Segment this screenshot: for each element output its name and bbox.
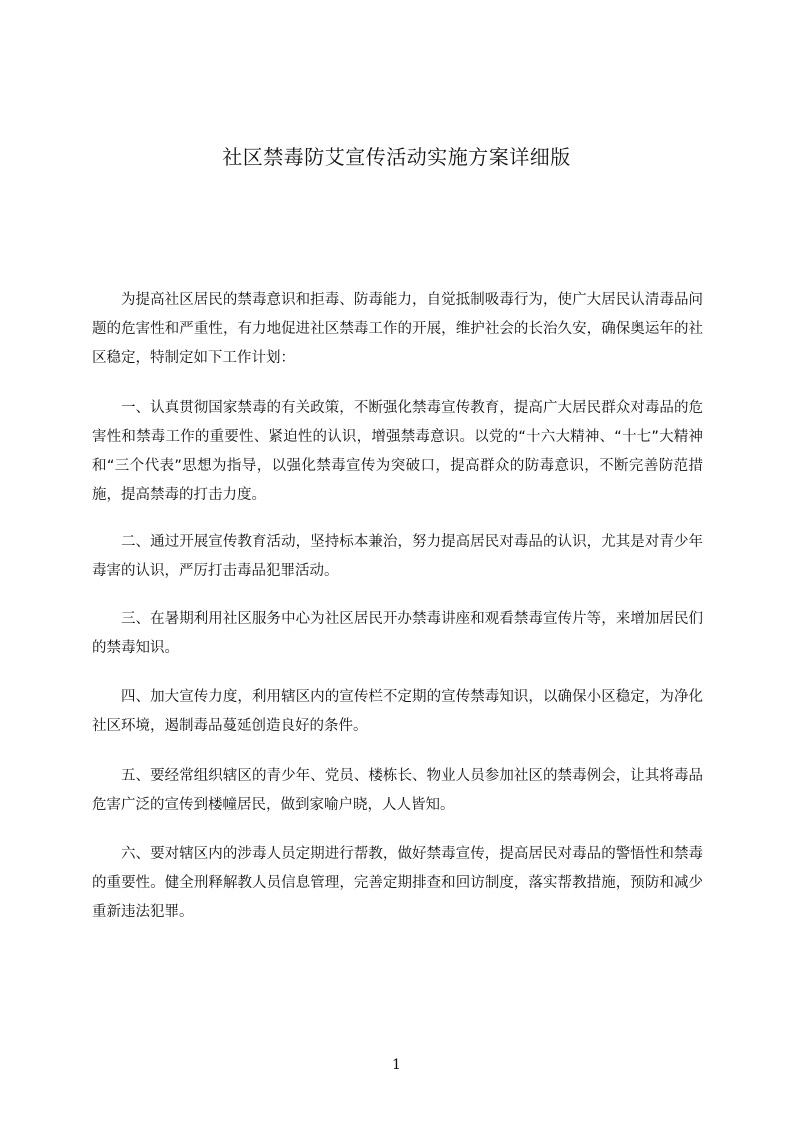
paragraph-item-3: 三、在暑期利用社区服务中心为社区居民开办禁毒讲座和观看禁毒宣传片等，来增加居民们的禁毒知识。 [92, 611, 703, 656]
paragraph-item-5: 五、要经常组织辖区的青少年、党员、楼栋长、物业人员参加社区的禁毒例会，让其将毒品危害广泛的宣传到楼幢居民，做到家喻户晓，人人皆知。 [92, 768, 703, 813]
page-number: 1 [392, 1057, 401, 1073]
paragraph-item-2: 二、通过开展宣传教育活动，坚持标本兼治，努力提高居民对毒品的认识，尤其是对青少年毒害的认识，严厉打击毒品犯罪活动。 [92, 534, 703, 579]
paragraph-item-1: 一、认真贯彻国家禁毒的有关政策，不断强化禁毒宣传教育，提高广大居民群众对毒品的危害性和禁毒工作的重要性、紧迫性的认识，增强禁毒意识。以党的“十六大精神、“十七”大精神和“三个代表”思想为指导，以强化禁毒宣传为突破口，提高群众的防毒意识，不断完善防范措施，提高禁毒的打击力度。 [92, 400, 703, 503]
document-title: 社区禁毒防艾宣传活动实施方案详细版 [222, 145, 571, 169]
paragraph-item-6: 六、要对辖区内的涉毒人员定期进行帮教，做好禁毒宣传，提高居民对毒品的警悟性和禁毒的重要性。健全刑释解教人员信息管理，完善定期排查和回访制度，落实帮教措施，预防和减少重新违法犯罪。 [92, 846, 703, 920]
paragraph-item-4: 四、加大宣传力度，利用辖区内的宣传栏不定期的宣传禁毒知识，以确保小区稳定，为净化社区环境，遏制毒品蔓延创造良好的条件。 [92, 689, 703, 734]
intro-paragraph: 为提高社区居民的禁毒意识和拒毒、防毒能力，自觉抵制吸毒行为，使广大居民认清毒品问题的危害性和严重性，有力地促进社区禁毒工作的开展，维护社会的长治久安，确保奥运年的社区稳定，特制定如下工作计划： [92, 292, 703, 366]
